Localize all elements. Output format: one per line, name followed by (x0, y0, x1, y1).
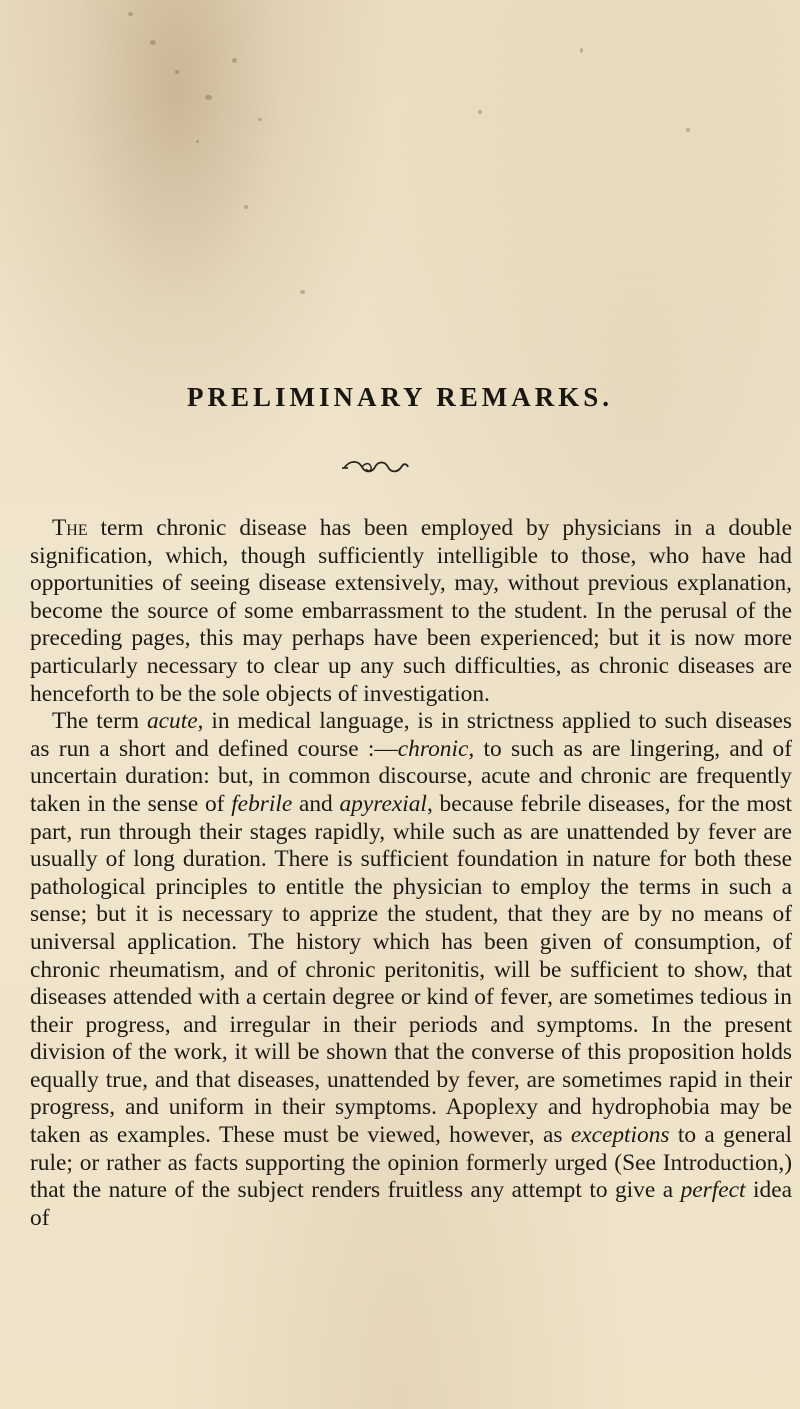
paragraph-2-italic-term: perfect (680, 1177, 746, 1204)
paragraph-2-segment: to a general rule; or rather as facts supporting the opinion formerly urged (See Introduction,) that the nature of the subject renders fruitless any attempt to give a (30, 1122, 792, 1204)
paragraph-2-segment: and (292, 790, 340, 817)
foxing-spot (205, 95, 212, 100)
foxing-spot (175, 70, 179, 74)
paragraph-2-segment: idea of (30, 1177, 792, 1231)
paragraph-1-segment: term chronic disease has been employed by physicians in a double signification, which, though sufficiently intelligible to those, who have had opportunities of seeing disease extensively, may, without previous explanation, become the source of some embarrassment to the student. In the perusal of the preceding pages, this may perhaps have been experienced; but it is now more particularly necessary to clear up any such difficulties, as chronic diseases are henceforth to be the sole objects of investigation. (30, 515, 792, 707)
foxing-spot (232, 58, 237, 63)
page-title: PRELIMINARY REMARKS. (186, 382, 614, 412)
paragraph-2-segment: , in medical language, is in strictness applied to such diseases as run a short and defined course :— (30, 708, 792, 762)
paragraph-2-segment: , to such as are lingering, and of uncertain duration: but, in common discourse, acute and chronic are frequently taken in the sense of (30, 735, 792, 817)
foxing-spot (244, 205, 248, 209)
foxing-spot (580, 48, 583, 53)
paragraph-2-segment: , because febrile diseases, for the most part, run through their stages rapidly, while such as are unattended by fever are usually of long duration. There is sufficient foundation in nature for both these pathological principles to entitle the physician to employ the terms in such a sense; but it is necessary to apprize the student, that they are by no means of universal application. The history which has been given of consumption, of chronic rheumatism, and of chronic peritonitis, will be sufficient to show, that diseases attended with a certain degree or kind of fever, are sometimes tedious in their progress, and irregular in their periods and symptoms. In the present division of the work, it will be shown that the converse of this proposition holds equally true, and that diseases, unattended by fever, are sometimes rapid in their progress, and uniform in their symptoms. Apoplexy and hydrophobia may be taken as examples. These must be viewed, however, as (30, 790, 793, 1149)
paragraph-2-italic-term: apyrexial (339, 790, 427, 817)
body-text (30, 515, 792, 1232)
foxing-spot (300, 290, 305, 294)
foxing-spot (478, 110, 482, 114)
paragraph-2-italic-term: febrile (231, 790, 293, 817)
foxing-spot (150, 40, 156, 45)
foxing-spot (128, 12, 133, 16)
foxing-spot (196, 140, 199, 143)
foxing-spot (686, 128, 690, 132)
paragraph-1-segment: The (52, 515, 88, 541)
flourish-stroke (344, 462, 408, 472)
foxing-spot (258, 118, 262, 121)
paragraph-2-italic-term: exceptions (570, 1122, 670, 1149)
ornament-flourish (340, 456, 410, 478)
paragraph-2-segment: The term (52, 708, 147, 735)
paragraph-2-italic-term: acute (146, 708, 198, 735)
paragraph-2-italic-term: chronic (397, 735, 469, 762)
paragraph-1 (30, 515, 792, 708)
paragraph-2 (30, 708, 792, 1232)
